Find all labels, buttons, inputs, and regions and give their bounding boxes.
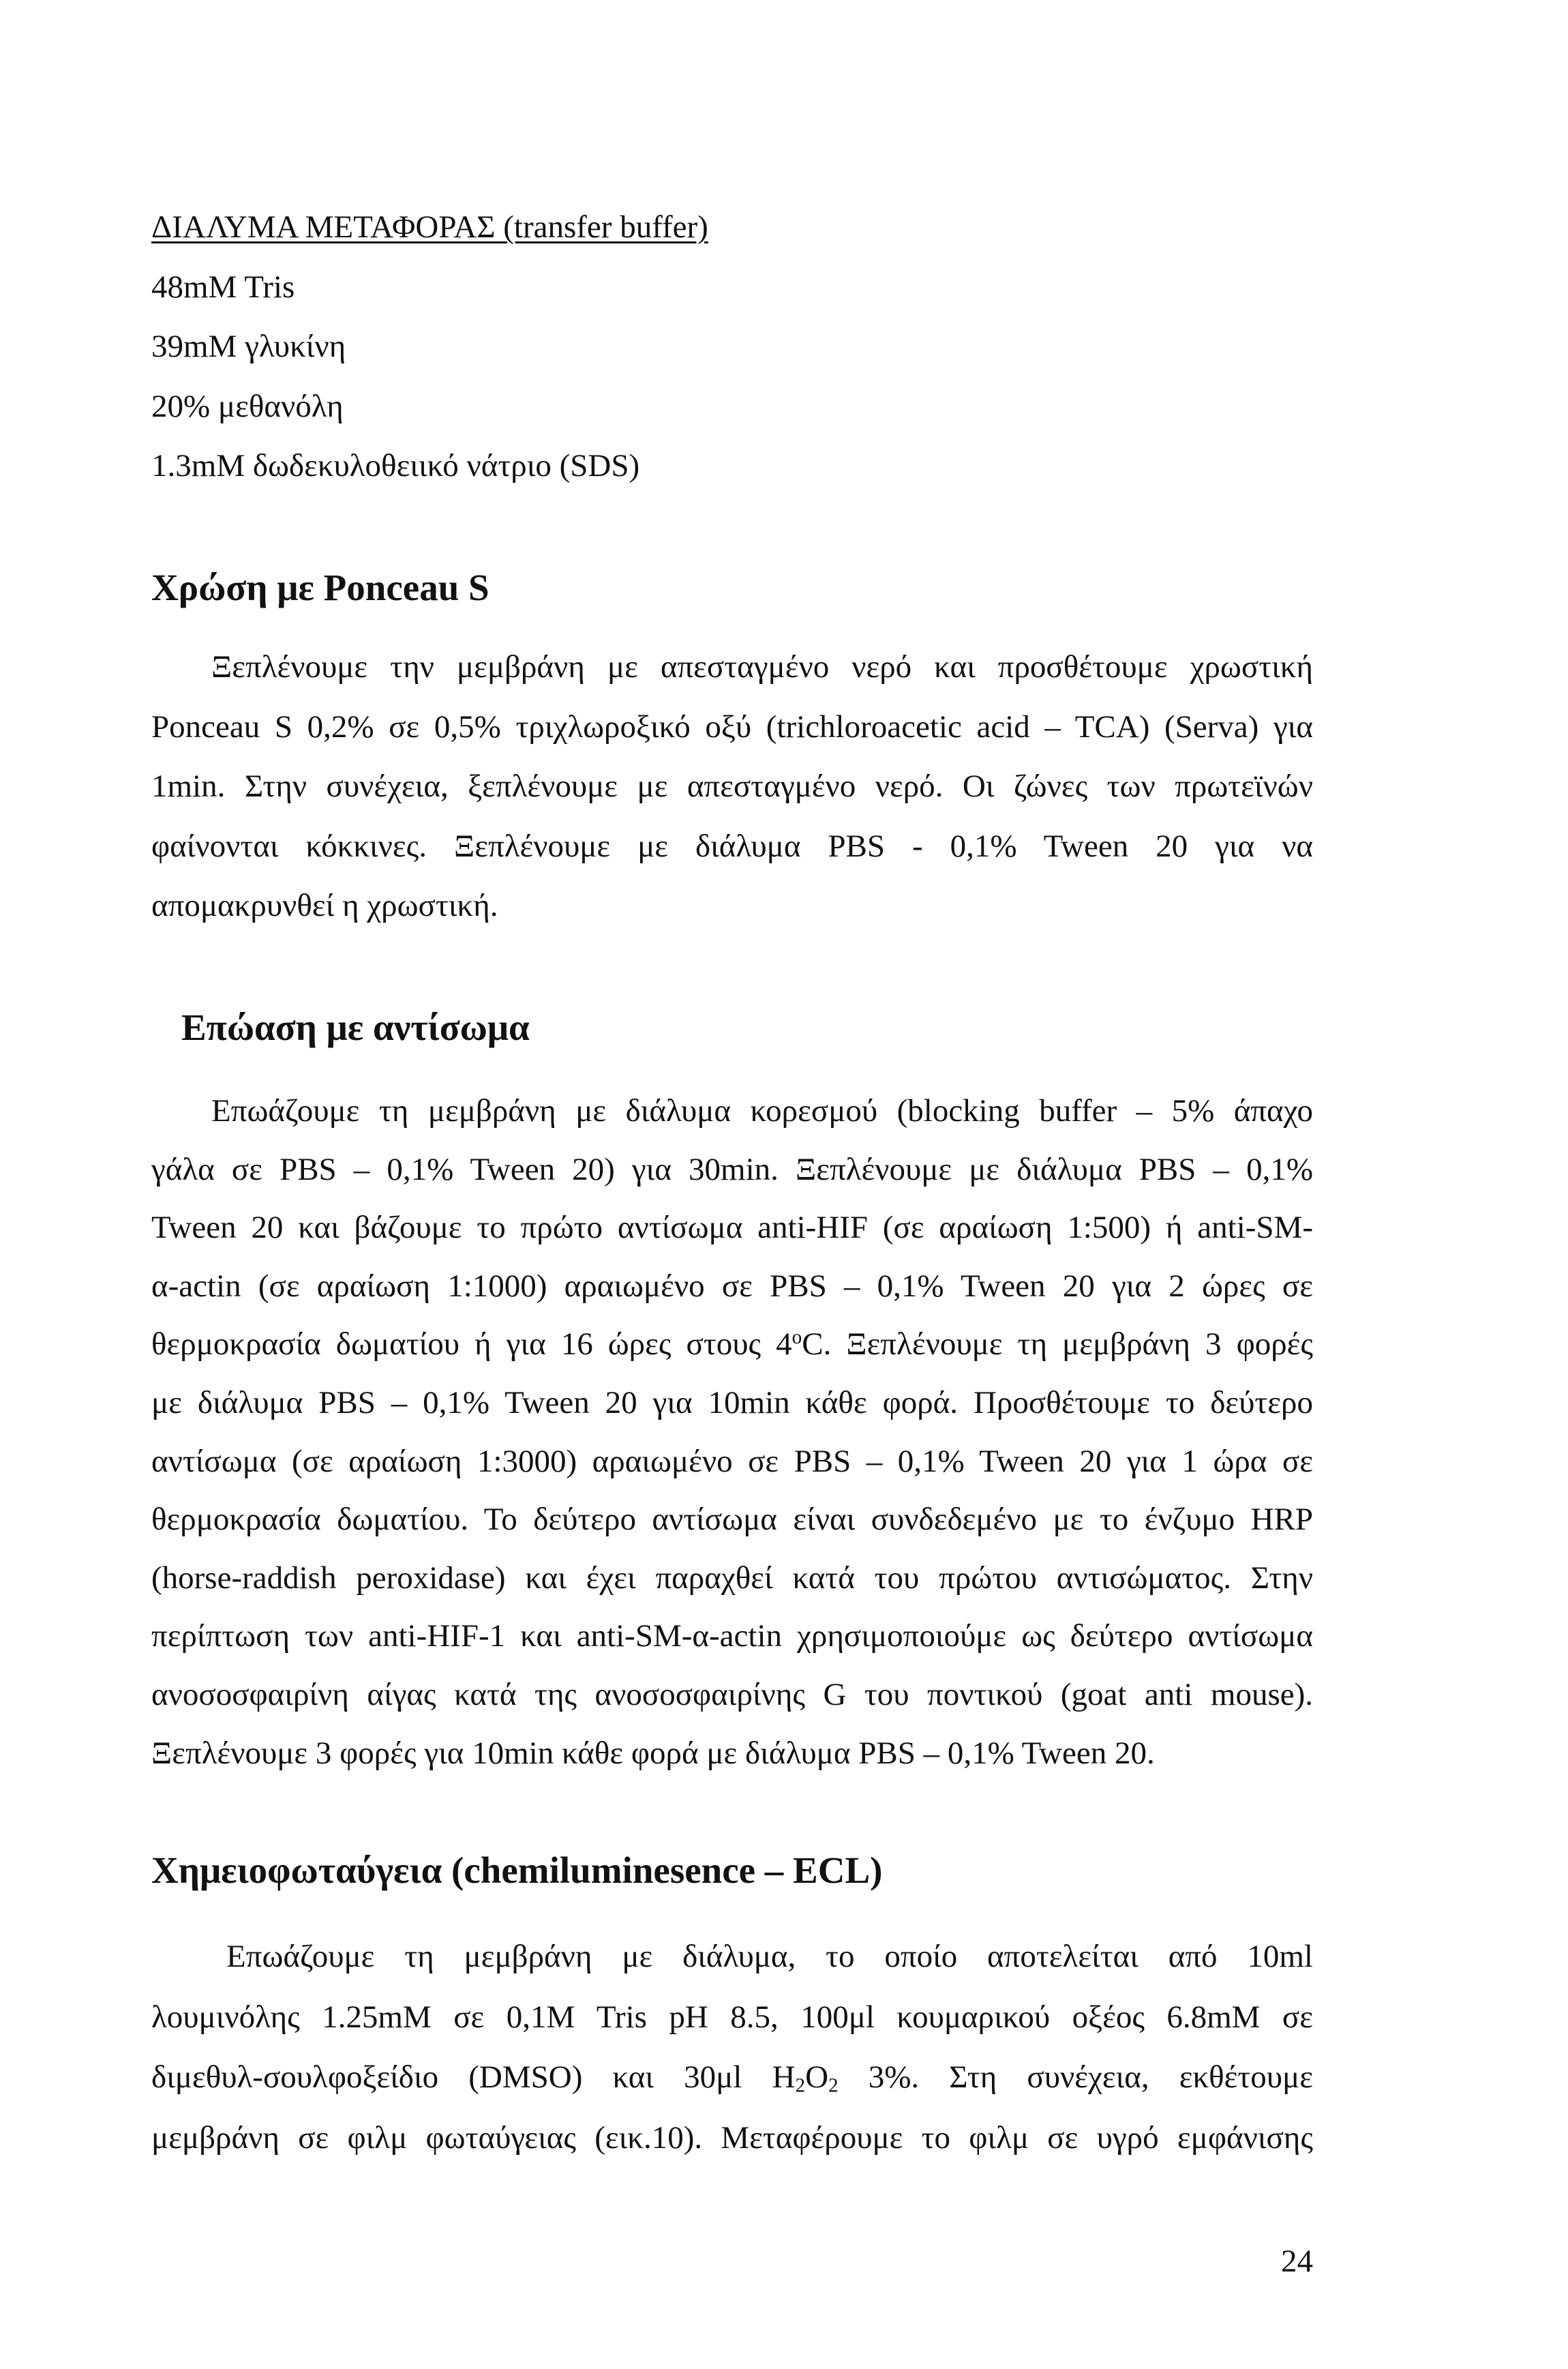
- section-heading-antibody: Επώαση με αντίσωμα: [181, 1007, 530, 1048]
- text-segment: O: [805, 2059, 829, 2096]
- paragraph-line: γάλα σε PBS – 0,1% Tween 20) για 30min. Ξεπλένουμε με διάλυμα PBS – 0,1%: [151, 1151, 1313, 1187]
- ecl-paragraph: [151, 1926, 1313, 2168]
- paragraph-line: ανοσοσφαιρίνη αίγας κατά της ανοσοσφαιρίνης G του ποντικού (goat anti mouse).: [151, 1676, 1313, 1712]
- degree-superscript: o: [791, 1326, 802, 1349]
- paragraph-line: με διάλυμα PBS – 0,1% Tween 20 για 10min κάθε φορά. Προσθέτουμε το δεύτερο: [151, 1384, 1313, 1420]
- text-segment: 3%. Στη συνέχεια, εκθέτουμε: [838, 2059, 1313, 2096]
- text-segment: C. Ξεπλένουμε τη μεμβράνη 3 φορές: [802, 1326, 1313, 1362]
- section-heading-ecl: Χημειοφωταύγεια (chemiluminesence – ECL): [151, 1849, 883, 1891]
- paragraph-line: α-actin (σε αραίωση 1:1000) αραιωμένο σε PBS – 0,1% Tween 20 για 2 ώρες σε: [151, 1268, 1313, 1304]
- paragraph-line: Tween 20 και βάζουμε το πρώτο αντίσωμα anti-HIF (σε αραίωση 1:500) ή anti-SM-: [151, 1210, 1313, 1246]
- ponceau-paragraph: [151, 638, 1313, 936]
- paragraph-line: απομακρυνθεί η χρωστική.: [151, 888, 498, 923]
- paragraph-line: φαίνονται κόκκινες. Ξεπλένουμε με διάλυμα PBS - 0,1% Tween 20 για να: [151, 828, 1313, 864]
- paragraph-line: θερμοκρασία δωματίου. Το δεύτερο αντίσωμα είναι συνδεδεμένο με το ένζυμο HRP: [151, 1502, 1313, 1538]
- paragraph-line: περίπτωση των anti-HIF-1 και anti-SM-α-actin χρησιμοποιούμε ως δεύτερο αντίσωμα: [151, 1618, 1313, 1654]
- paragraph-line: αντίσωμα (σε αραίωση 1:3000) αραιωμένο σε PBS – 0,1% Tween 20 για 1 ώρα σε: [151, 1443, 1313, 1479]
- paragraph-line: Ξεπλένουμε την μεμβράνη με απεσταγμένο νερό και προσθέτουμε χρωστική: [211, 649, 1313, 685]
- reagent-item: 1.3mM δωδεκυλοθειικό νάτριο (SDS): [151, 448, 640, 483]
- text-segment: θερμοκρασία δωματίου ή για 16 ώρες στους 4: [151, 1326, 792, 1362]
- section-heading-ponceau: Χρώση με Ponceau S: [151, 567, 489, 608]
- paragraph-line: μεμβράνη σε φιλμ φωταύγειας (εικ.10). Μεταφέρουμε το φιλμ σε υγρό εμφάνισης: [151, 2119, 1313, 2156]
- paragraph-line: (horse-raddish peroxidase) και έχει παραχθεί κατά του πρώτου αντισώματος. Στην: [151, 1560, 1313, 1596]
- paragraph-line: [151, 2047, 1313, 2108]
- transfer-buffer-section: [151, 198, 1313, 496]
- paragraph-line: λουμινόλης 1.25mM σε 0,1M Tris pH 8.5, 100μl κουμαρικού οξέος 6.8mM σε: [151, 1999, 1313, 2035]
- antibody-paragraph: [151, 1082, 1313, 1783]
- formula-subscript: 2: [828, 2074, 839, 2097]
- paragraph-line: [151, 1315, 1313, 1374]
- transfer-buffer-title: ΔΙΑΛΥΜΑ ΜΕΤΑΦΟΡΑΣ (transfer buffer): [151, 209, 708, 245]
- paragraph-line: Επωάζουμε τη μεμβράνη με διάλυμα κορεσμού (blocking buffer – 5% άπαχο: [211, 1093, 1313, 1129]
- reagent-item: 20% μεθανόλη: [151, 388, 344, 424]
- reagent-item: 48mM Tris: [151, 269, 295, 305]
- formula-subscript: 2: [795, 2074, 806, 2097]
- paragraph-line: Ξεπλένουμε 3 φορές για 10min κάθε φορά με διάλυμα PBS – 0,1% Tween 20.: [151, 1735, 1155, 1771]
- text-segment: διμεθυλ-σουλφοξείδιο (DMSO) και 30μl H: [151, 2059, 796, 2096]
- page-number: 24: [1281, 2244, 1313, 2279]
- paragraph-line: Επωάζουμε τη μεμβράνη με διάλυμα, το οποίο αποτελείται από 10ml: [226, 1939, 1313, 1974]
- paragraph-line: Ponceau S 0,2% σε 0,5% τριχλωροξικό οξύ (trichloroacetic acid – TCA) (Serva) για: [151, 709, 1313, 745]
- paragraph-line: 1min. Στην συνέχεια, ξεπλένουμε με απεσταγμένο νερό. Οι ζώνες των πρωτεϊνών: [151, 769, 1313, 804]
- reagent-item: 39mM γλυκίνη: [151, 329, 346, 364]
